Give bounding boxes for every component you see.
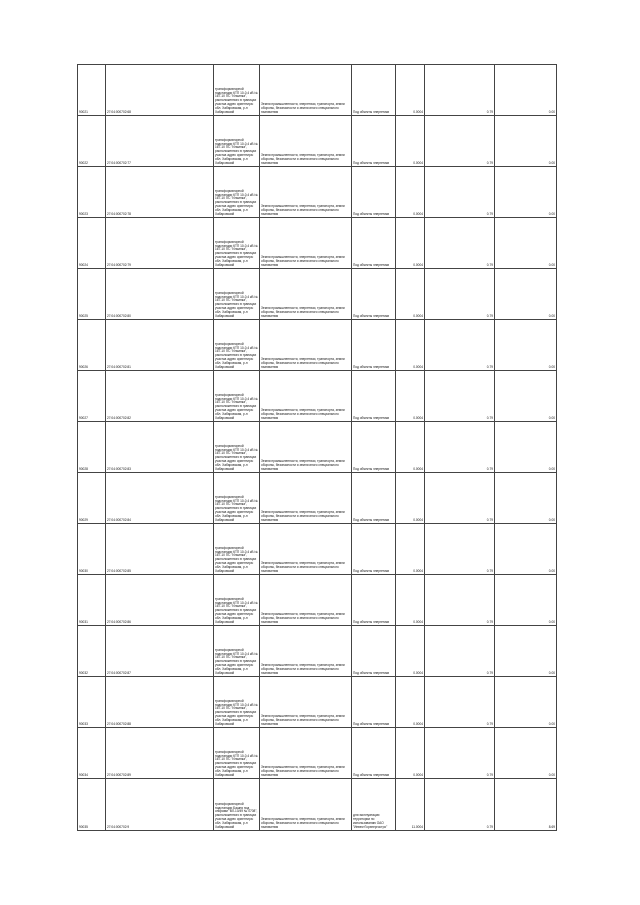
table-row xyxy=(78,728,557,779)
cost-value: 0.79 xyxy=(425,779,495,831)
object-description: трансформаторной подстанции КТП 10-0,4 кВ № 167-10 ПС "Ильинка", расположенного в границах участка адрес ориентира: обл. Хабаровская, р-н Хабаровский xyxy=(214,524,260,575)
tax-value: 0.00 xyxy=(495,422,557,473)
land-plot-table xyxy=(77,64,557,831)
area-value: 0.0004 xyxy=(396,575,425,626)
object-description: трансформаторной подстанции КТП 10-0,4 кВ № 167-10 ПС "Ильинка", расположенного в границах участка адрес ориентира: обл. Хабаровская, р-н Хабаровский xyxy=(214,320,260,371)
row-id: 90022 xyxy=(78,116,106,167)
permitted-use: Под объекты энергетики xyxy=(352,167,396,218)
cost-value: 0.79 xyxy=(425,524,495,575)
table-row xyxy=(78,524,557,575)
object-description: трансформаторной подстанции КТП 10-0,4 кВ № 167-10 ПС "Ильинка", расположенного в границах участка адрес ориентира: обл. Хабаровская, р-н Хабаровский xyxy=(214,575,260,626)
area-value: 0.0004 xyxy=(396,320,425,371)
tax-value: 0.00 xyxy=(495,371,557,422)
object-description: трансформаторной подстанции КТП 10-0,4 кВ № 167-10 ПС "Ильинка", расположенного в границах участка адрес ориентира: обл. Хабаровская, р-н Хабаровский xyxy=(214,116,260,167)
object-description: трансформаторной подстанции КТП 10-0,4 кВ № 167-10 ПС "Ильинка", расположенного в границах участка адрес ориентира: обл. Хабаровская, р-н Хабаровский xyxy=(214,371,260,422)
table-row xyxy=(78,269,557,320)
tax-value: 0.00 xyxy=(495,218,557,269)
tax-value: 0.00 xyxy=(495,473,557,524)
object-description: трансформаторной подстанции КТП 10-0,4 кВ № 167-10 ПС "Ильинка", расположенного в границах участка адрес ориентира: обл. Хабаровская, р-н Хабаровский xyxy=(214,218,260,269)
row-id: 90029 xyxy=(78,473,106,524)
cadastral-number: 27:04:000702:86 xyxy=(106,575,214,626)
cost-value: 0.79 xyxy=(425,116,495,167)
permitted-use: Под объекты энергетики xyxy=(352,575,396,626)
cadastral-number: 27:04:000702:68 xyxy=(106,65,214,116)
cadastral-number: 27:04:000702:85 xyxy=(106,524,214,575)
object-description: трансформаторной подстанции Башня под опорами "ВЛ-10/49 № 0708", расположенного в границах участка адрес ориентира: обл. Хабаровская, р-н Хабаровский xyxy=(214,779,260,831)
area-value: 0.0004 xyxy=(396,371,425,422)
permitted-use: Под объекты энергетики xyxy=(352,371,396,422)
table-row xyxy=(78,65,557,116)
area-value: 11.0004 xyxy=(396,779,425,831)
tax-value: 0.00 xyxy=(495,575,557,626)
row-id: 90034 xyxy=(78,728,106,779)
table-row xyxy=(78,677,557,728)
land-category: Земли промышленности, энергетики, транспорта, земли обороны, безопасности и земли иного специального назначения xyxy=(260,320,352,371)
cadastral-number: 27:04:000702:88 xyxy=(106,677,214,728)
tax-value: 0.00 xyxy=(495,65,557,116)
cost-value: 0.79 xyxy=(425,269,495,320)
tax-value: 0.00 xyxy=(495,524,557,575)
table-row xyxy=(78,575,557,626)
land-category: Земли промышленности, энергетики, транспорта, земли обороны, безопасности и земли иного специального назначения xyxy=(260,167,352,218)
permitted-use: для эксплуатации территории по использованию ОАО "ИнвестГорэнергостро" xyxy=(352,779,396,831)
table-row xyxy=(78,473,557,524)
land-category: Земли промышленности, энергетики, транспорта, земли обороны, безопасности и земли иного специального назначения xyxy=(260,524,352,575)
cadastral-number: 27:04:000702:89 xyxy=(106,728,214,779)
tax-value: 0.00 xyxy=(495,116,557,167)
row-id: 90021 xyxy=(78,65,106,116)
area-value: 0.0004 xyxy=(396,116,425,167)
cost-value: 0.79 xyxy=(425,371,495,422)
row-id: 90033 xyxy=(78,677,106,728)
area-value: 0.0004 xyxy=(396,218,425,269)
tax-value: 0.00 xyxy=(495,269,557,320)
cost-value: 0.79 xyxy=(425,422,495,473)
cost-value: 0.79 xyxy=(425,218,495,269)
cadastral-number: 27:04:000702:87 xyxy=(106,626,214,677)
table-row xyxy=(78,167,557,218)
cadastral-number: 27:04:000702:79 xyxy=(106,218,214,269)
row-id: 90031 xyxy=(78,575,106,626)
land-category: Земли промышленности, энергетики, транспорта, земли обороны, безопасности и земли иного специального назначения xyxy=(260,779,352,831)
table-row xyxy=(78,371,557,422)
area-value: 0.0004 xyxy=(396,626,425,677)
object-description: трансформаторной подстанции КТП 10-0,4 кВ № 167-10 ПС "Ильинка", расположенного в границах участка адрес ориентира: обл. Хабаровская, р-н Хабаровский xyxy=(214,167,260,218)
cadastral-number: 27:04:000702:80 xyxy=(106,269,214,320)
row-id: 90024 xyxy=(78,218,106,269)
table-row xyxy=(78,626,557,677)
area-value: 0.0004 xyxy=(396,167,425,218)
cadastral-number: 27:04:000702:82 xyxy=(106,371,214,422)
permitted-use: Под объекты энергетики xyxy=(352,524,396,575)
object-description: трансформаторной подстанции КТП 10-0,4 кВ № 167-10 ПС "Ильинка", расположенного в границах участка адрес ориентира: обл. Хабаровская, р-н Хабаровский xyxy=(214,422,260,473)
land-category: Земли промышленности, энергетики, транспорта, земли обороны, безопасности и земли иного специального назначения xyxy=(260,728,352,779)
row-id: 90030 xyxy=(78,524,106,575)
cadastral-number: 27:04:000702:83 xyxy=(106,422,214,473)
row-id: 90023 xyxy=(78,167,106,218)
cost-value: 0.79 xyxy=(425,626,495,677)
cadastral-number: 27:04:000702:77 xyxy=(106,116,214,167)
land-category: Земли промышленности, энергетики, транспорта, земли обороны, безопасности и земли иного специального назначения xyxy=(260,473,352,524)
cadastral-number: 27:04:000702:78 xyxy=(106,167,214,218)
permitted-use: Под объекты энергетики xyxy=(352,116,396,167)
land-category: Земли промышленности, энергетики, транспорта, земли обороны, безопасности и земли иного специального назначения xyxy=(260,65,352,116)
tax-value: 8.69 xyxy=(495,779,557,831)
object-description: трансформаторной подстанции КТП 10-0,4 кВ № 167-10 ПС "Ильинка", расположенного в границах участка адрес ориентира: обл. Хабаровская, р-н Хабаровский xyxy=(214,728,260,779)
row-id: 90026 xyxy=(78,320,106,371)
cadastral-number: 27:04:000702:9 xyxy=(106,779,214,831)
cost-value: 0.79 xyxy=(425,473,495,524)
cost-value: 0.79 xyxy=(425,677,495,728)
cost-value: 0.79 xyxy=(425,167,495,218)
area-value: 0.0004 xyxy=(396,677,425,728)
object-description: трансформаторной подстанции КТП 10-0,4 кВ № 167-10 ПС "Ильинка", расположенного в границах участка адрес ориентира: обл. Хабаровская, р-н Хабаровский xyxy=(214,677,260,728)
permitted-use: Под объекты энергетики xyxy=(352,65,396,116)
land-category: Земли промышленности, энергетики, транспорта, земли обороны, безопасности и земли иного специального назначения xyxy=(260,626,352,677)
cost-value: 0.79 xyxy=(425,65,495,116)
table-row xyxy=(78,779,557,831)
row-id: 90032 xyxy=(78,626,106,677)
object-description: трансформаторной подстанции КТП 10-0,4 кВ № 167-10 ПС "Ильинка", расположенного в границах участка адрес ориентира: обл. Хабаровская, р-н Хабаровский xyxy=(214,65,260,116)
row-id: 90035 xyxy=(78,779,106,831)
land-category: Земли промышленности, энергетики, транспорта, земли обороны, безопасности и земли иного специального назначения xyxy=(260,371,352,422)
object-description: трансформаторной подстанции КТП 10-0,4 кВ № 167-10 ПС "Ильинка", расположенного в границах участка адрес ориентира: обл. Хабаровская, р-н Хабаровский xyxy=(214,269,260,320)
cadastral-number: 27:04:000702:81 xyxy=(106,320,214,371)
cadastral-number: 27:04:000702:84 xyxy=(106,473,214,524)
cost-value: 0.79 xyxy=(425,575,495,626)
permitted-use: Под объекты энергетики xyxy=(352,269,396,320)
tax-value: 0.00 xyxy=(495,677,557,728)
row-id: 90027 xyxy=(78,371,106,422)
tax-value: 0.00 xyxy=(495,167,557,218)
table-row xyxy=(78,116,557,167)
area-value: 0.0004 xyxy=(396,728,425,779)
land-category: Земли промышленности, энергетики, транспорта, земли обороны, безопасности и земли иного специального назначения xyxy=(260,116,352,167)
tax-value: 0.00 xyxy=(495,728,557,779)
object-description: трансформаторной подстанции КТП 10-0,4 кВ № 167-10 ПС "Ильинка", расположенного в границах участка адрес ориентира: обл. Хабаровская, р-н Хабаровский xyxy=(214,626,260,677)
land-category: Земли промышленности, энергетики, транспорта, земли обороны, безопасности и земли иного специального назначения xyxy=(260,269,352,320)
permitted-use: Под объекты энергетики xyxy=(352,626,396,677)
permitted-use: Под объекты энергетики xyxy=(352,728,396,779)
land-category: Земли промышленности, энергетики, транспорта, земли обороны, безопасности и земли иного специального назначения xyxy=(260,575,352,626)
land-category: Земли промышленности, энергетики, транспорта, земли обороны, безопасности и земли иного специального назначения xyxy=(260,218,352,269)
permitted-use: Под объекты энергетики xyxy=(352,473,396,524)
tax-value: 0.00 xyxy=(495,626,557,677)
land-category: Земли промышленности, энергетики, транспорта, земли обороны, безопасности и земли иного специального назначения xyxy=(260,422,352,473)
area-value: 0.0004 xyxy=(396,422,425,473)
row-id: 90028 xyxy=(78,422,106,473)
permitted-use: Под объекты энергетики xyxy=(352,218,396,269)
row-id: 90025 xyxy=(78,269,106,320)
cost-value: 0.79 xyxy=(425,320,495,371)
permitted-use: Под объекты энергетики xyxy=(352,677,396,728)
area-value: 0.0004 xyxy=(396,473,425,524)
permitted-use: Под объекты энергетики xyxy=(352,422,396,473)
table-row xyxy=(78,422,557,473)
object-description: трансформаторной подстанции КТП 10-0,4 кВ № 167-10 ПС "Ильинка", расположенного в границах участка адрес ориентира: обл. Хабаровская, р-н Хабаровский xyxy=(214,473,260,524)
tax-value: 0.00 xyxy=(495,320,557,371)
area-value: 0.0004 xyxy=(396,65,425,116)
cost-value: 0.79 xyxy=(425,728,495,779)
land-category: Земли промышленности, энергетики, транспорта, земли обороны, безопасности и земли иного специального назначения xyxy=(260,677,352,728)
area-value: 0.0004 xyxy=(396,524,425,575)
table-row xyxy=(78,218,557,269)
area-value: 0.0004 xyxy=(396,269,425,320)
permitted-use: Под объекты энергетики xyxy=(352,320,396,371)
table-row xyxy=(78,320,557,371)
